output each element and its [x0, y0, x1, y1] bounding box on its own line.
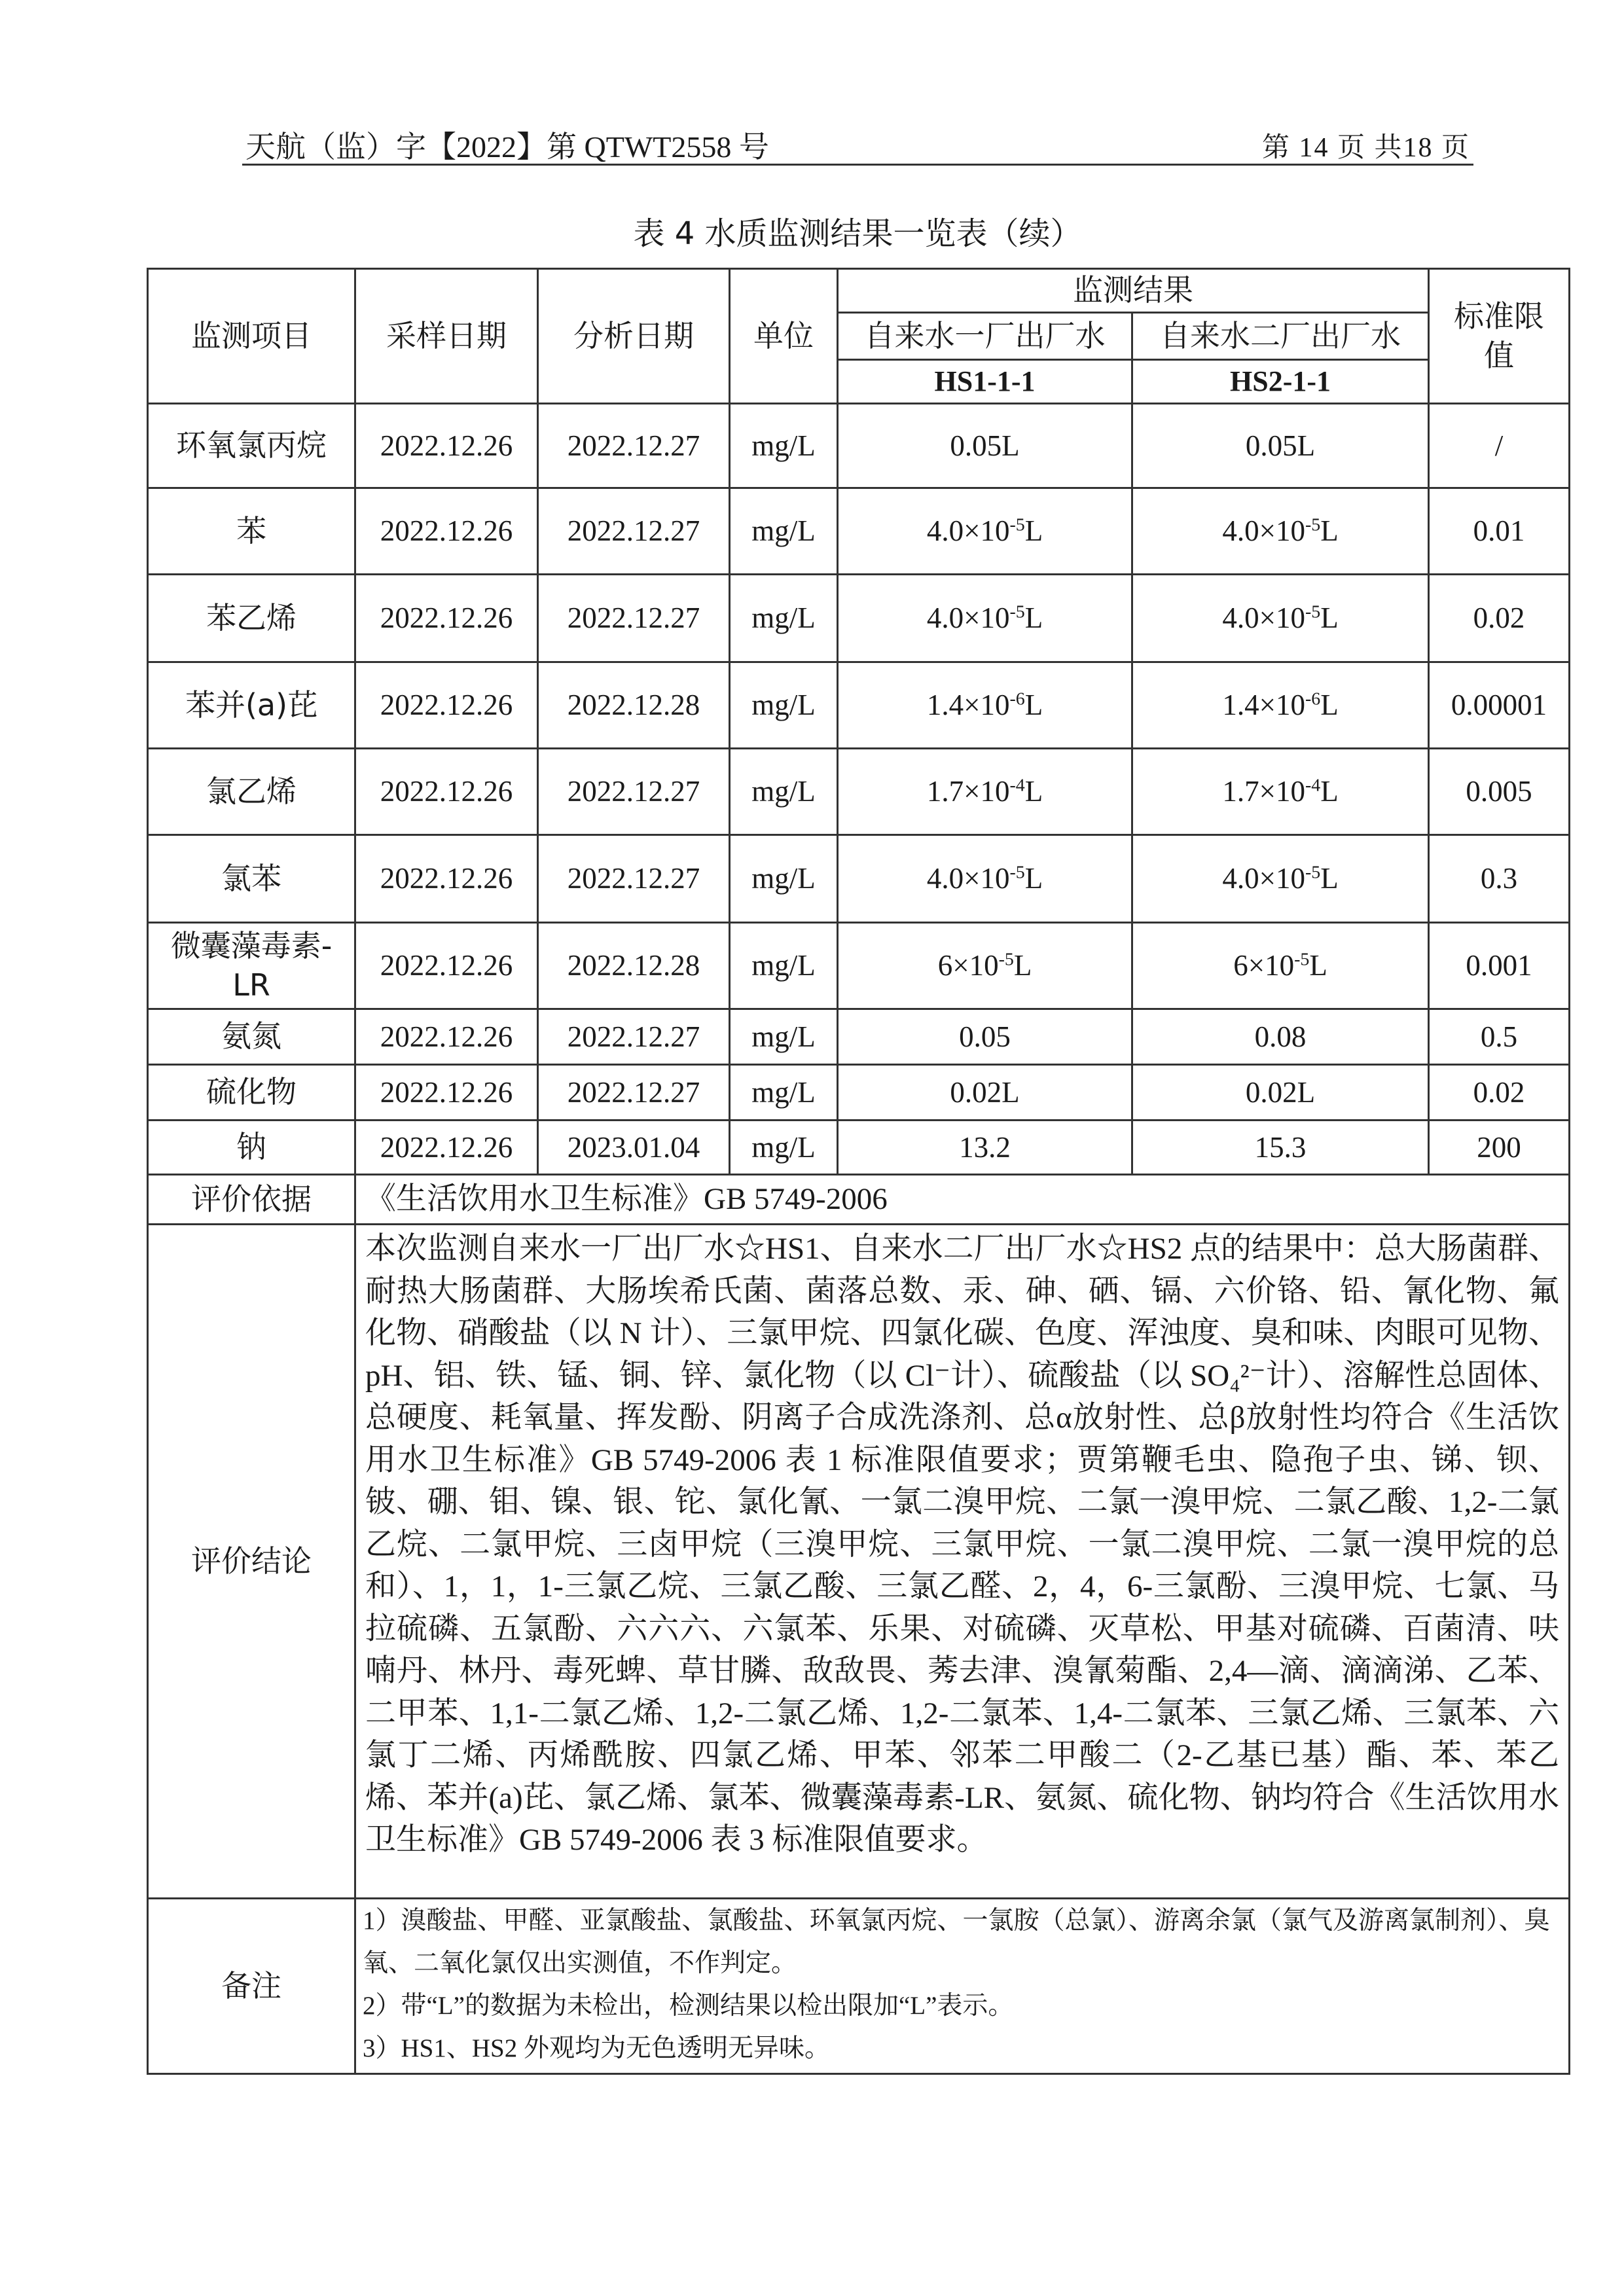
sample-date: 2022.12.26 [355, 1065, 538, 1121]
remarks-label: 备注 [148, 1899, 355, 2074]
value-suffix: L [1024, 514, 1043, 548]
result-site2 [1132, 662, 1429, 749]
col-header-code2: HS2-1-1 [1132, 360, 1429, 404]
col-header-code1: HS1-1-1 [838, 360, 1132, 404]
value-base: 1.7×10 [1222, 775, 1305, 808]
sample-date: 2022.12.26 [355, 488, 538, 575]
table-row [148, 488, 1570, 575]
item-name: 苯并(a)芘 [148, 662, 355, 749]
remarks-list [355, 1899, 1570, 2074]
table-title: 表 4 水质监测结果一览表（续） [633, 215, 1082, 252]
value-exponent: -5 [1305, 601, 1321, 622]
basis-row [148, 1175, 1570, 1225]
value-base: 0.05 [959, 1020, 1011, 1053]
value-base: 0.02L [950, 1075, 1020, 1109]
value-base: 0.05L [950, 429, 1020, 462]
value-suffix: L [1309, 949, 1327, 982]
result-site1 [838, 662, 1132, 749]
table-row [148, 835, 1570, 923]
value-base: 0.05L [1245, 429, 1316, 462]
value-suffix: L [1024, 601, 1043, 635]
standard-limit: 0.00001 [1429, 662, 1570, 749]
value-base: 13.2 [959, 1130, 1011, 1164]
table-row [148, 1121, 1570, 1175]
value-suffix: L [1013, 949, 1032, 982]
analysis-date: 2022.12.28 [538, 662, 730, 749]
standard-limit: 200 [1429, 1121, 1570, 1175]
value-exponent: -5 [1294, 949, 1310, 970]
col-header-unit: 单位 [730, 269, 838, 404]
analysis-date: 2022.12.27 [538, 575, 730, 662]
table-row [148, 662, 1570, 749]
remark-item: 3）HS1、HS2 外观均为无色透明无异味。 [363, 2034, 830, 2062]
sample-date: 2022.12.26 [355, 1121, 538, 1175]
standard-limit: 0.02 [1429, 575, 1570, 662]
result-site1 [838, 923, 1132, 1009]
col-header-site2: 自来水二厂出厂水 [1132, 313, 1429, 360]
results-table [147, 268, 1570, 2075]
result-site1 [838, 575, 1132, 662]
result-site2 [1132, 404, 1429, 488]
analysis-date: 2022.12.27 [538, 749, 730, 835]
value-exponent: -5 [1009, 514, 1025, 535]
table-row [148, 1009, 1570, 1065]
value-base: 0.08 [1254, 1020, 1307, 1053]
value-exponent: -5 [1305, 514, 1321, 535]
col-header-item: 监测项目 [148, 269, 355, 404]
value-exponent: -5 [998, 949, 1014, 970]
table-row [148, 923, 1570, 1009]
remark-item: 1）溴酸盐、甲醛、亚氯酸盐、氯酸盐、环氧氯丙烷、一氯胺（总氯）、游离余氯（氯气及游离氯制剂）、臭氧、二氧化氯仅出实测值，不作判定。 [363, 1907, 1550, 1977]
unit: mg/L [730, 749, 838, 835]
conclusion-label: 评价结论 [148, 1225, 355, 1899]
value-exponent: -4 [1305, 775, 1321, 796]
sample-date: 2022.12.26 [355, 662, 538, 749]
unit: mg/L [730, 1065, 838, 1121]
result-site1 [838, 835, 1132, 923]
result-site1 [838, 1009, 1132, 1065]
result-site1 [838, 404, 1132, 488]
value-base: 4.0×10 [1222, 601, 1305, 635]
value-base: 4.0×10 [1222, 514, 1305, 548]
sample-date: 2022.12.26 [355, 1009, 538, 1065]
item-name: 硫化物 [148, 1065, 355, 1121]
sample-date: 2022.12.26 [355, 575, 538, 662]
result-site2 [1132, 923, 1429, 1009]
result-site2 [1132, 835, 1429, 923]
item-name: 微囊藻毒素-LR [148, 923, 355, 1009]
value-suffix: L [1320, 514, 1339, 548]
result-site2 [1132, 749, 1429, 835]
value-exponent: -4 [1009, 775, 1025, 796]
basis-label: 评价依据 [148, 1175, 355, 1225]
value-base: 0.02L [1245, 1075, 1316, 1109]
standard-limit: 0.5 [1429, 1009, 1570, 1065]
unit: mg/L [730, 1121, 838, 1175]
value-suffix: L [1024, 689, 1043, 722]
value-exponent: -6 [1009, 689, 1025, 709]
unit: mg/L [730, 835, 838, 923]
result-site2 [1132, 1065, 1429, 1121]
unit: mg/L [730, 404, 838, 488]
unit: mg/L [730, 1009, 838, 1065]
unit: mg/L [730, 575, 838, 662]
col-header-results: 监测结果 [838, 269, 1429, 313]
sample-date: 2022.12.26 [355, 835, 538, 923]
value-base: 1.4×10 [1222, 689, 1305, 722]
value-suffix: L [1024, 775, 1043, 808]
result-site1 [838, 488, 1132, 575]
value-suffix: L [1024, 862, 1043, 895]
value-exponent: -5 [1009, 601, 1025, 622]
standard-limit: 0.3 [1429, 835, 1570, 923]
value-base: 4.0×10 [926, 514, 1010, 548]
item-name: 氯乙烯 [148, 749, 355, 835]
value-base: 1.4×10 [926, 689, 1010, 722]
value-base: 15.3 [1254, 1130, 1307, 1164]
analysis-date: 2022.12.27 [538, 1009, 730, 1065]
table-row [148, 1065, 1570, 1121]
analysis-date: 2022.12.28 [538, 923, 730, 1009]
standard-limit: 0.02 [1429, 1065, 1570, 1121]
value-base: 6×10 [1233, 949, 1295, 982]
result-site1 [838, 1121, 1132, 1175]
remark-item: 2）带“L”的数据为未检出，检测结果以检出限加“L”表示。 [363, 1992, 1014, 2020]
table-row [148, 575, 1570, 662]
sample-date: 2022.12.26 [355, 923, 538, 1009]
conclusion-row [148, 1225, 1570, 1899]
analysis-date: 2022.12.27 [538, 488, 730, 575]
value-suffix: L [1320, 862, 1339, 895]
value-base: 4.0×10 [926, 601, 1010, 635]
standard-limit: / [1429, 404, 1570, 488]
item-name: 氨氮 [148, 1009, 355, 1065]
value-exponent: -5 [1305, 862, 1321, 883]
value-base: 4.0×10 [926, 862, 1010, 895]
sample-date: 2022.12.26 [355, 749, 538, 835]
item-name: 环氧氯丙烷 [148, 404, 355, 488]
item-name: 苯乙烯 [148, 575, 355, 662]
remarks-row [148, 1899, 1570, 2074]
col-header-site1: 自来水一厂出厂水 [838, 313, 1132, 360]
basis-text: 《生活饮用水卫生标准》GB 5749-2006 [355, 1175, 1570, 1225]
sample-date: 2022.12.26 [355, 404, 538, 488]
analysis-date: 2022.12.27 [538, 1065, 730, 1121]
col-header-limit: 标准限值 [1429, 269, 1570, 404]
item-name: 钠 [148, 1121, 355, 1175]
result-site2 [1132, 1009, 1429, 1065]
result-site2 [1132, 488, 1429, 575]
table-row [148, 749, 1570, 835]
result-site2 [1132, 575, 1429, 662]
table-row [148, 404, 1570, 488]
item-name: 氯苯 [148, 835, 355, 923]
col-header-sample-date: 采样日期 [355, 269, 538, 404]
value-exponent: -5 [1009, 862, 1025, 883]
value-suffix: L [1320, 601, 1339, 635]
result-site1 [838, 1065, 1132, 1121]
value-suffix: L [1320, 775, 1339, 808]
col-header-analysis-date: 分析日期 [538, 269, 730, 404]
value-base: 4.0×10 [1222, 862, 1305, 895]
standard-limit: 0.005 [1429, 749, 1570, 835]
unit: mg/L [730, 662, 838, 749]
analysis-date: 2022.12.27 [538, 835, 730, 923]
conclusion-text: 本次监测自来水一厂出厂水☆HS1、自来水二厂出厂水☆HS2 点的结果中：总大肠菌群、耐热大肠菌群、大肠埃希氏菌、菌落总数、汞、砷、硒、镉、六价铬、铅、氰化物、氟化物、硝酸盐（以 N 计）、三氯甲烷、四氯化碳、色度、浑浊度、臭和味、肉眼可见物、pH、铝、铁、锰、铜、锌、氯化物（以 Cl⁻计）、硫酸盐（以 SO₄²⁻计）、溶解性总固体、总硬度、耗氧量、挥发酚、阴离子合成洗涤剂、总α放射性、总β放射性均符合《生活饮用水卫生标准》GB 5749-2006 表 1 标准限值要求；贾第鞭毛虫、隐孢子虫、锑、钡、铍、硼、钼、镍、银、铊、氯化氰、一氯二溴甲烷、二氯一溴甲烷、二氯乙酸、1,2-二氯乙烷、二氯甲烷、三卤甲烷（三溴甲烷、三氯甲烷、一氯二溴甲烷、二氯一溴甲烷的总和）、1，1，1-三氯乙烷、三氯乙酸、三氯乙醛、2，4，6-三氯酚、三溴甲烷、七氯、马拉硫磷、五氯酚、六六六、六氯苯、乐果、对硫磷、灭草松、甲基对硫磷、百菌清、呋喃丹、林丹、毒死蜱、草甘膦、敌敌畏、莠去津、溴氰菊酯、2,4—滴、滴滴涕、乙苯、二甲苯、1,1-二氯乙烯、1,2-二氯乙烯、1,2-二氯苯、1,4-二氯苯、三氯乙烯、三氯苯、六氯丁二烯、丙烯酰胺、四氯乙烯、甲苯、邻苯二甲酸二（2-乙基已基）酯、苯、苯乙烯、苯并(a)芘、氯乙烯、氯苯、微囊藻毒素-LR、氨氮、硫化物、钠均符合《生活饮用水卫生标准》GB 5749-2006 表 3 标准限值要求。 [355, 1225, 1570, 1899]
value-exponent: -6 [1305, 689, 1321, 709]
result-site2 [1132, 1121, 1429, 1175]
standard-limit: 0.01 [1429, 488, 1570, 575]
page-info: 第 14 页 共18 页 [1261, 133, 1470, 163]
analysis-date: 2022.12.27 [538, 404, 730, 488]
unit: mg/L [730, 488, 838, 575]
value-base: 1.7×10 [926, 775, 1010, 808]
value-suffix: L [1320, 689, 1339, 722]
unit: mg/L [730, 923, 838, 1009]
standard-limit: 0.001 [1429, 923, 1570, 1009]
item-name: 苯 [148, 488, 355, 575]
report-number: 天航（监）字【2022】第 QTWT2558 号 [245, 130, 769, 164]
header-divider [242, 164, 1473, 166]
value-base: 6×10 [937, 949, 999, 982]
result-site1 [838, 749, 1132, 835]
analysis-date: 2023.01.04 [538, 1121, 730, 1175]
